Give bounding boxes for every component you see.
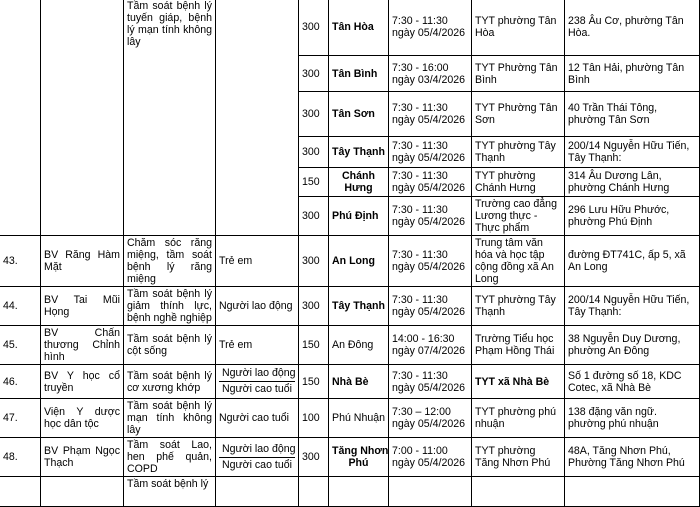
area-cell: Phú Nhuận (329, 399, 389, 438)
venue-cell: TYT phường Tây Thạnh (472, 137, 565, 168)
quantity-cell: 300 (299, 92, 329, 137)
hospital-cell (41, 477, 124, 507)
time-cell: 14:00 - 16:30 ngày 07/4/2026 (389, 326, 472, 365)
venue-cell: Trường cao đẳng Lương thực - Thực phẩm (472, 197, 565, 236)
area-cell: Tây Thạnh (329, 137, 389, 168)
content-cell: Tầm soát bệnh lý giảm thính lực, bệnh nghề nghiệp (124, 287, 216, 326)
area-cell: Tân Hòa (329, 0, 389, 56)
quantity-cell: 150 (299, 168, 329, 197)
time-cell: 7:30 - 11:30 ngày 05/4/2026 (389, 92, 472, 137)
quantity-cell: 150 (299, 365, 329, 399)
area-cell: Nhà Bè (329, 365, 389, 399)
time-cell: 7:30 - 11:30 ngày 05/4/2026 (389, 236, 472, 287)
time-cell: 7:30 - 11:30 ngày 05/4/2026 (389, 197, 472, 236)
row-number: 47. (0, 399, 41, 438)
row-number (0, 477, 41, 507)
venue-cell: TYT xã Nhà Bè (472, 365, 565, 399)
content-cell: Chăm sóc răng miệng, tầm soát bệnh lý răng miệng (124, 236, 216, 287)
venue-cell: TYT phường Tây Thạnh (472, 287, 565, 326)
table-row (0, 438, 700, 477)
content-cell: Tầm soát bệnh lý cột sống (124, 326, 216, 365)
row-number: 43. (0, 236, 41, 287)
content-cell: Tầm soát bệnh lý tuyến giáp, bệnh lý mạn tính không lây (124, 0, 216, 236)
quantity-cell: 100 (299, 399, 329, 438)
venue-cell: Trường Tiểu học Phạm Hồng Thái (472, 326, 565, 365)
venue-cell (472, 477, 565, 507)
address-cell: Số 1 đường số 18, KDC Cotec, xã Nhà Bè (565, 365, 700, 399)
target-cell: Người cao tuổi (216, 399, 299, 438)
address-cell: 238 Âu Cơ, phường Tân Hòa. (565, 0, 700, 56)
area-cell: Tây Thạnh (329, 287, 389, 326)
quantity-cell: 300 (299, 287, 329, 326)
address-cell: 40 Trần Thái Tông, phường Tân Sơn (565, 92, 700, 137)
table-row (0, 236, 700, 287)
table-row (0, 477, 700, 507)
table-row (0, 399, 700, 438)
venue-cell: TYT phường Tăng Nhơn Phú (472, 438, 565, 477)
target-item: Người lao động (219, 366, 295, 382)
hospital-cell: BV Tai Mũi Họng (41, 287, 124, 326)
area-cell: Tân Bình (329, 56, 389, 92)
area-cell: An Long (329, 236, 389, 287)
address-cell: 138 đặng văn ngữ. phường phú nhuận (565, 399, 700, 438)
target-cell (216, 365, 299, 399)
content-cell: Tầm soát bệnh lý cơ xương khớp (124, 365, 216, 399)
address-cell: 200/14 Nguyễn Hữu Tiến, Tây Thạnh: (565, 137, 700, 168)
table-row (0, 0, 700, 56)
area-cell: Phú Định (329, 197, 389, 236)
target-item: Người cao tuổi (222, 458, 292, 471)
address-cell: 38 Nguyễn Duy Dương, phường An Đông (565, 326, 700, 365)
address-cell: 296 Lưu Hữu Phước, phường Phú Định (565, 197, 700, 236)
venue-cell: TYT phường Tân Hòa (472, 0, 565, 56)
content-cell: Tầm soát Lao, hen phế quản, COPD (124, 438, 216, 477)
address-cell (565, 477, 700, 507)
target-cell: Người lao động (216, 287, 299, 326)
quantity-cell: 300 (299, 236, 329, 287)
quantity-cell: 300 (299, 197, 329, 236)
address-cell: 314 Âu Dương Lân, phường Chánh Hưng (565, 168, 700, 197)
hospital-cell: BV Y học cổ truyền (41, 365, 124, 399)
hospital-cell: BV Răng Hàm Mặt (41, 236, 124, 287)
row-number: 46. (0, 365, 41, 399)
time-cell: 7:30 - 11:30 ngày 05/4/2026 (389, 287, 472, 326)
table-row (0, 326, 700, 365)
quantity-cell: 300 (299, 438, 329, 477)
target-cell (216, 477, 299, 507)
target-item: Người lao động (219, 442, 295, 458)
time-cell: 7:30 - 16:00 ngày 03/4/2026 (389, 56, 472, 92)
hospital-cell: BV Phạm Ngọc Thạch (41, 438, 124, 477)
time-cell: 7:30 - 11:30 ngày 05/4/2026 (389, 168, 472, 197)
venue-cell: Trung tâm văn hóa và học tập cộng đồng xã An Long (472, 236, 565, 287)
time-cell (389, 477, 472, 507)
table-row (0, 287, 700, 326)
target-item: Người cao tuổi (222, 383, 292, 395)
time-cell: 7:30 – 12:00 ngày 05/4/2026 (389, 399, 472, 438)
area-cell: Tăng Nhơn Phú (329, 438, 389, 477)
address-cell: 12 Tân Hải, phường Tân Bình (565, 56, 700, 92)
quantity-cell: 300 (299, 137, 329, 168)
venue-cell: TYT Phường Tân Sơn (472, 92, 565, 137)
table-row (0, 365, 700, 399)
target-cell: Trẻ em (216, 326, 299, 365)
area-cell (329, 477, 389, 507)
area-cell: Chánh Hưng (329, 168, 389, 197)
target-cell (216, 438, 299, 477)
venue-cell: TYT phường Chánh Hưng (472, 168, 565, 197)
time-cell: 7:30 - 11:30 ngày 05/4/2026 (389, 0, 472, 56)
row-number (0, 0, 41, 236)
hospital-cell: BV Chấn thương Chỉnh hình (41, 326, 124, 365)
quantity-cell: 150 (299, 326, 329, 365)
venue-cell: TYT Phường Tân Bình (472, 56, 565, 92)
time-cell: 7:30 - 11:30 ngày 05/4/2026 (389, 365, 472, 399)
area-cell: Tân Sơn (329, 92, 389, 137)
time-cell: 7:30 - 11:30 ngày 05/4/2026 (389, 137, 472, 168)
content-cell: Tầm soát bệnh lý (124, 477, 216, 507)
area-cell: An Đông (329, 326, 389, 365)
quantity-cell: 300 (299, 0, 329, 56)
row-number: 45. (0, 326, 41, 365)
time-cell: 7:00 - 11:00 ngày 05/4/2026 (389, 438, 472, 477)
quantity-cell (299, 477, 329, 507)
address-cell: 48A, Tăng Nhơn Phú, Phường Tăng Nhơn Phú (565, 438, 700, 477)
quantity-cell: 300 (299, 56, 329, 92)
hospital-cell (41, 0, 124, 236)
row-number: 44. (0, 287, 41, 326)
address-cell: đường ĐT741C, ấp 5, xã An Long (565, 236, 700, 287)
target-cell (216, 0, 299, 236)
row-number: 48. (0, 438, 41, 477)
address-cell: 200/14 Nguyễn Hữu Tiến, Tây Thạnh: (565, 287, 700, 326)
venue-cell: TYT phường phú nhuận (472, 399, 565, 438)
content-cell: Tầm soát bệnh lý mạn tính không lây (124, 399, 216, 438)
target-cell: Trẻ em (216, 236, 299, 287)
hospital-cell: Viện Y dược học dân tộc (41, 399, 124, 438)
